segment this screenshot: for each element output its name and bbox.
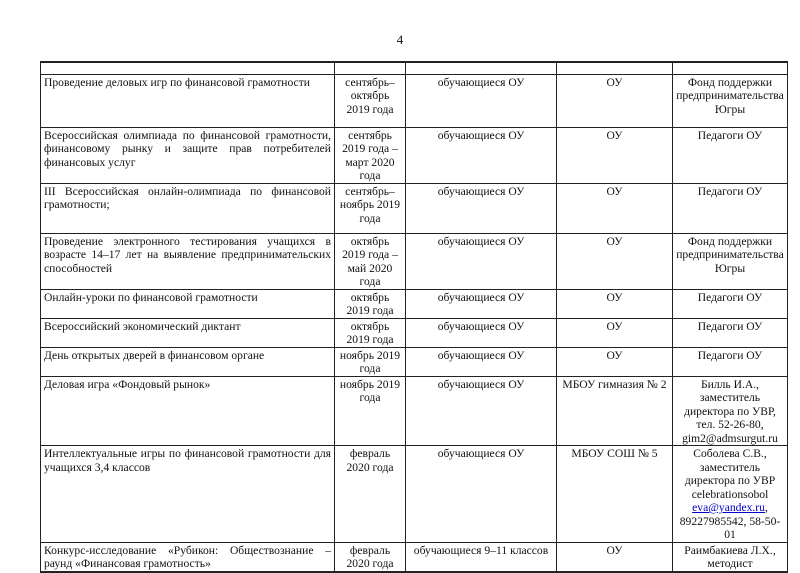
date-cell [335, 318, 406, 347]
event-cell [41, 74, 335, 127]
participants-cell-text: обучающиеся ОУ [437, 184, 525, 198]
venue-cell-text: ОУ [606, 184, 623, 198]
date-cell-text: февраль 2020 года [346, 543, 394, 570]
date-cell-text: сентябрь 2019 года – март 2020 года [342, 128, 398, 182]
responsible-cell [673, 127, 788, 183]
contact-phones: , 89227985542, 58-50-01 [679, 501, 781, 541]
event-cell-text: Конкурс-исследование «Рубикон: Обществознание – раунд «Финансовая грамотность» [44, 543, 331, 570]
header-row [41, 62, 788, 74]
event-cell [41, 347, 335, 376]
responsible-cell-text: Фонд поддержки предпринимательства Югры [676, 234, 784, 275]
responsible-cell [673, 183, 788, 233]
venue-cell [557, 289, 673, 318]
event-cell [41, 318, 335, 347]
responsible-cell [673, 542, 788, 572]
date-cell [335, 74, 406, 127]
responsible-cell-text: Педагоги ОУ [697, 290, 763, 304]
event-cell-text: Онлайн-уроки по финансовой грамотности [44, 290, 258, 304]
table-row [41, 74, 788, 127]
responsible-cell-text: Соболева С.В., заместитель директора по УВР celebrationsobol [684, 447, 776, 501]
table-row [41, 347, 788, 376]
date-cell-text: октябрь 2019 года – май 2020 года [342, 234, 398, 288]
responsible-cell [673, 347, 788, 376]
venue-cell-text: МБОУ СОШ № 5 [571, 447, 658, 460]
date-cell-text: ноябрь 2019 года [339, 348, 401, 375]
event-cell-text: Всероссийский экономический диктант [44, 319, 241, 333]
responsible-cell [673, 74, 788, 127]
date-cell [335, 347, 406, 376]
date-cell [335, 446, 406, 543]
participants-cell [406, 446, 557, 543]
date-cell-text: октябрь 2019 года [346, 290, 394, 317]
table-row [41, 127, 788, 183]
venue-cell [557, 127, 673, 183]
date-cell-text: октябрь 2019 года [346, 319, 394, 346]
event-cell [41, 542, 335, 572]
venue-cell-text: МБОУ гимназия № 2 [562, 377, 667, 391]
event-cell-text: Проведение электронного тестирования учащихся в возрасте 14–17 лет на выявление предпринимательских способностей [44, 234, 331, 275]
responsible-cell [673, 233, 788, 289]
participants-cell-text: обучающиеся ОУ [437, 75, 525, 89]
date-cell-text: сентябрь–ноябрь 2019 года [339, 184, 401, 225]
event-cell-text: III Всероссийская онлайн-олимпиада по финансовой грамотности; [44, 184, 331, 211]
table-row [41, 446, 788, 543]
event-cell [41, 289, 335, 318]
event-cell-text: Проведение деловых игр по финансовой грамотности [44, 75, 310, 89]
date-cell [335, 289, 406, 318]
date-cell [335, 127, 406, 183]
participants-cell [406, 318, 557, 347]
responsible-cell-text: Педагоги ОУ [697, 348, 763, 362]
venue-cell [557, 318, 673, 347]
table-row [41, 542, 788, 572]
participants-cell-text: обучающиеся ОУ [437, 234, 525, 248]
venue-cell-text: ОУ [606, 75, 623, 89]
event-cell [41, 376, 335, 446]
venue-cell-text: ОУ [606, 128, 623, 142]
responsible-cell [673, 289, 788, 318]
venue-cell [557, 233, 673, 289]
venue-cell [557, 446, 673, 543]
date-cell [335, 376, 406, 446]
date-cell [335, 233, 406, 289]
responsible-cell [673, 446, 788, 543]
responsible-cell-text: Фонд поддержки предпринимательства Югры [676, 75, 784, 116]
date-cell-text: ноябрь 2019 года [339, 377, 401, 404]
participants-cell-text: обучающиеся ОУ [437, 348, 525, 362]
event-cell-text: Деловая игра «Фондовый рынок» [44, 377, 211, 391]
participants-cell [406, 183, 557, 233]
participants-cell [406, 127, 557, 183]
venue-cell-text: ОУ [606, 319, 623, 333]
table-row [41, 318, 788, 347]
responsible-cell [673, 376, 788, 446]
table-row [41, 233, 788, 289]
event-cell [41, 233, 335, 289]
page-number: 4 [396, 32, 404, 47]
responsible-cell-text: Педагоги ОУ [697, 184, 763, 198]
date-cell-text: февраль 2020 года [346, 447, 394, 474]
date-cell [335, 542, 406, 572]
venue-cell [557, 347, 673, 376]
event-cell-text: Всероссийская олимпиада по финансовой грамотности, финансовому рынку и защите прав потребителей финансовых услуг [44, 128, 331, 169]
participants-cell-text: обучающиеся ОУ [437, 447, 525, 460]
participants-cell [406, 74, 557, 127]
email-link[interactable]: eva@yandex.ru [692, 501, 765, 514]
venue-cell-text: ОУ [606, 290, 623, 304]
venue-cell-text: ОУ [606, 543, 623, 557]
venue-cell [557, 542, 673, 572]
table-row [41, 376, 788, 446]
responsible-cell [673, 318, 788, 347]
venue-cell [557, 74, 673, 127]
date-cell-text: сентябрь–октябрь 2019 года [345, 75, 395, 116]
venue-cell [557, 376, 673, 446]
event-cell-text: Интеллектуальные игры по финансовой грамотности для учащихся 3,4 классов [44, 447, 331, 474]
participants-cell-text: обучающиеся ОУ [437, 290, 525, 304]
table-row [41, 183, 788, 233]
venue-cell-text: ОУ [606, 348, 623, 362]
table-row [41, 289, 788, 318]
event-cell-text: День открытых дверей в финансовом органе [44, 348, 265, 362]
participants-cell-text: обучающиеся ОУ [437, 319, 525, 333]
responsible-cell-text: Педагоги ОУ [697, 128, 763, 142]
participants-cell [406, 347, 557, 376]
participants-cell-text: обучающиеся ОУ [437, 128, 525, 142]
participants-cell-text: обучающиеся 9–11 классов [413, 543, 549, 557]
events-table [40, 61, 788, 573]
event-cell [41, 127, 335, 183]
responsible-cell-text: Раимбакиева Л.Х., методист [684, 543, 776, 570]
responsible-cell-text: Билль И.А., заместитель директора по УВР, тел. 52-26-80, gim2@admsurgut.ru [682, 377, 778, 445]
event-cell [41, 183, 335, 233]
participants-cell [406, 542, 557, 572]
venue-cell [557, 183, 673, 233]
participants-cell [406, 233, 557, 289]
participants-cell [406, 289, 557, 318]
participants-cell [406, 376, 557, 446]
event-cell [41, 446, 335, 543]
participants-cell-text: обучающиеся ОУ [437, 377, 525, 391]
responsible-cell-text: Педагоги ОУ [697, 319, 763, 333]
venue-cell-text: ОУ [606, 234, 623, 248]
date-cell [335, 183, 406, 233]
